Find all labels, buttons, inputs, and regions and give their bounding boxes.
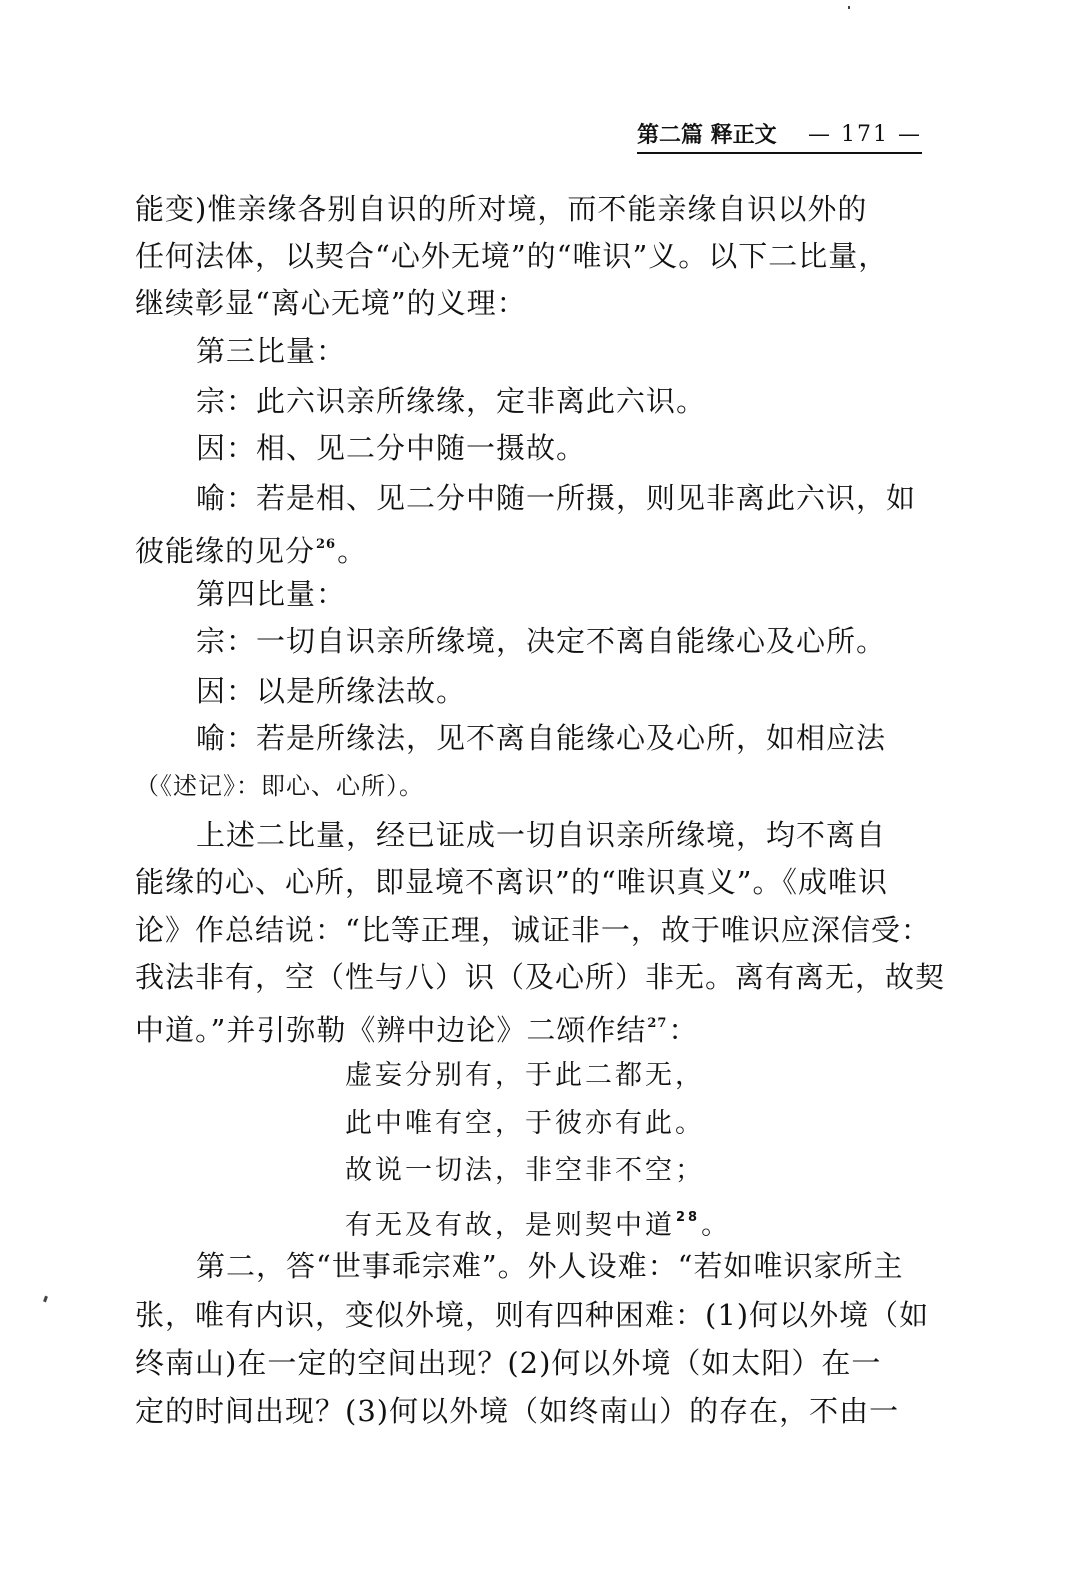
running-header (637, 118, 922, 154)
text-line: 任何法体，以契合“心外无境”的“唯识”义。以下二比量， (135, 239, 889, 273)
text-line: （《述记》：即心、心所）。 (135, 772, 424, 800)
scan-speck (848, 6, 850, 9)
text-line: 能变)惟亲缘各别自识的所对境，而不能亲缘自识以外的 (135, 192, 868, 226)
line-text: ： (668, 1013, 699, 1047)
page-number: — 171 — (808, 122, 922, 147)
text-line: 第四比量： (196, 577, 347, 611)
line-text: 彼能缘的见分 (135, 534, 316, 568)
verse-line: 故说一切法，非空非不空； (345, 1155, 705, 1186)
text-line: 我法非有，空（性与八）识（及心所）非无。离有离无，故契 (135, 960, 946, 994)
scan-speck (43, 1296, 48, 1303)
text-line: 第三比量： (196, 334, 347, 368)
text-line: 喻：若是所缘法，见不离自能缘心及心所，如相应法 (196, 721, 887, 755)
footnote-marker: 27 (647, 1016, 668, 1031)
line-text: 。 (337, 534, 368, 568)
text-line: 因：以是所缘法故。 (196, 674, 467, 708)
text-line: 宗：此六识亲所缘缘，定非离此六识。 (196, 384, 707, 418)
verse-line: 虚妄分别有，于此二都无， (345, 1060, 705, 1091)
text-line: 第二，答“世事乖宗难”。外人设难：“若如唯识家所主 (196, 1249, 904, 1283)
text-line (135, 525, 367, 571)
text-line: 张，唯有内识，变似外境，则有四种困难：(1)何以外境（如 (135, 1298, 930, 1332)
text-line: 论》作总结说：“比等正理，诚证非一，故于唯识应深信受： (135, 913, 931, 947)
text-line: 继续彰显“离心无境”的义理： (135, 286, 527, 320)
verse-line: 此中唯有空，于彼亦有此。 (345, 1108, 705, 1139)
text-line: 因：相、见二分中随一摄故。 (196, 431, 587, 465)
text-line: 终南山)在一定的空间出现？(2)何以外境（如太阳）在一 (135, 1346, 882, 1380)
line-text: 有无及有故，是则契中道 (345, 1210, 675, 1241)
footnote-marker: 26 (316, 537, 337, 552)
verse-line (345, 1198, 731, 1246)
line-text: 中道。”并引弥勒《辨中边论》二颂作结 (135, 1013, 647, 1047)
text-line: 上述二比量，经已证成一切自识亲所缘境，均不离自 (196, 818, 887, 852)
text-line: 能缘的心、心所，即显境不离识”的“唯识真义”。《成唯识 (135, 865, 888, 899)
line-text: 。 (701, 1210, 732, 1241)
footnote-marker: 28 (676, 1210, 701, 1225)
chapter-title: 第二篇 释正文 (637, 122, 777, 148)
text-line: 宗：一切自识亲所缘境，决定不离自能缘心及心所。 (196, 624, 887, 658)
text-line (135, 1004, 698, 1050)
text-line: 喻：若是相、见二分中随一所摄，则见非离此六识，如 (196, 481, 917, 515)
text-line: 定的时间出现？(3)何以外境（如终南山）的存在，不由一 (135, 1394, 900, 1428)
